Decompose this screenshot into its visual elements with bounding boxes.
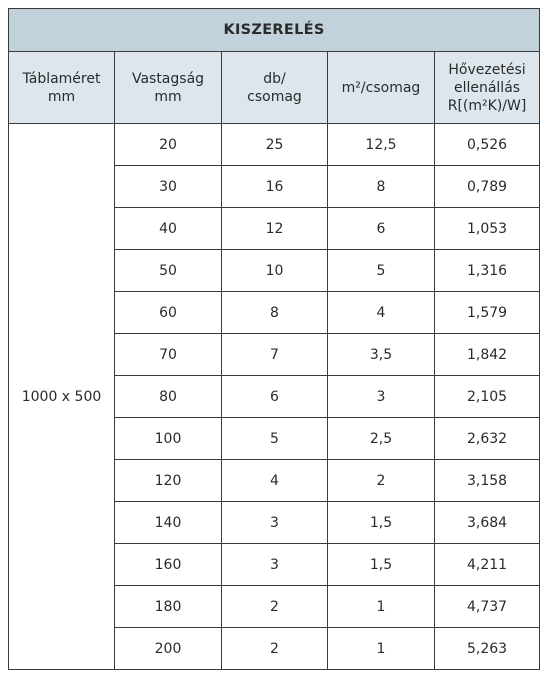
- area-per-pack-cell: 3: [328, 376, 435, 418]
- thickness-cell: 180: [115, 586, 222, 628]
- pieces-per-pack-cell: 12: [222, 208, 328, 250]
- header-thermal-resistance-line: ellenállás: [453, 79, 521, 96]
- area-per-pack-cell: 4: [328, 292, 435, 334]
- thermal-resistance-cell: 3,684: [435, 502, 540, 544]
- packaging-table: [8, 8, 540, 670]
- area-per-pack-cell: 1: [328, 586, 435, 628]
- header-thermal-resistance: [435, 52, 540, 124]
- header-table-size: [9, 52, 115, 124]
- area-per-pack-cell: 1,5: [328, 544, 435, 586]
- header-thermal-resistance-line: Hővezetési: [448, 61, 526, 78]
- pieces-per-pack-cell: 2: [222, 628, 328, 670]
- header-table-size-line: Táblaméret: [22, 70, 101, 87]
- header-thermal-resistance-line: R[(m²K)/W]: [447, 97, 527, 114]
- area-per-pack-cell: 12,5: [328, 124, 435, 166]
- pieces-per-pack-cell: 5: [222, 418, 328, 460]
- thermal-resistance-cell: 4,737: [435, 586, 540, 628]
- header-area-per-pack-line: m²/csomag: [341, 79, 421, 96]
- pieces-per-pack-cell: 3: [222, 502, 328, 544]
- thermal-resistance-cell: 1,842: [435, 334, 540, 376]
- thickness-cell: 30: [115, 166, 222, 208]
- thickness-cell: 100: [115, 418, 222, 460]
- area-per-pack-cell: 6: [328, 208, 435, 250]
- thermal-resistance-cell: 0,526: [435, 124, 540, 166]
- pieces-per-pack-cell: 8: [222, 292, 328, 334]
- header-area-per-pack: [328, 52, 435, 124]
- thickness-cell: 70: [115, 334, 222, 376]
- header-table-size-line: mm: [47, 88, 76, 105]
- thermal-resistance-cell: 3,158: [435, 460, 540, 502]
- pieces-per-pack-cell: 10: [222, 250, 328, 292]
- thickness-cell: 200: [115, 628, 222, 670]
- pieces-per-pack-cell: 2: [222, 586, 328, 628]
- column-header-row: [9, 52, 540, 124]
- thermal-resistance-cell: 0,789: [435, 166, 540, 208]
- thermal-resistance-cell: 2,105: [435, 376, 540, 418]
- header-thickness-line: mm: [154, 88, 182, 105]
- table-row: [9, 124, 540, 166]
- header-pieces-per-pack-line: csomag: [247, 88, 302, 105]
- pieces-per-pack-cell: 3: [222, 544, 328, 586]
- pieces-per-pack-cell: 6: [222, 376, 328, 418]
- table-title: KISZERELÉS: [9, 9, 540, 52]
- pieces-per-pack-cell: 25: [222, 124, 328, 166]
- thickness-cell: 80: [115, 376, 222, 418]
- thickness-cell: 160: [115, 544, 222, 586]
- header-thickness: [115, 52, 222, 124]
- thickness-cell: 50: [115, 250, 222, 292]
- area-per-pack-cell: 1: [328, 628, 435, 670]
- thermal-resistance-cell: 2,632: [435, 418, 540, 460]
- area-per-pack-cell: 1,5: [328, 502, 435, 544]
- thickness-cell: 20: [115, 124, 222, 166]
- thickness-cell: 60: [115, 292, 222, 334]
- thermal-resistance-cell: 1,579: [435, 292, 540, 334]
- thickness-cell: 140: [115, 502, 222, 544]
- thickness-cell: 40: [115, 208, 222, 250]
- thermal-resistance-cell: 1,316: [435, 250, 540, 292]
- table-size-cell: 1000 x 500: [9, 124, 115, 670]
- pieces-per-pack-cell: 4: [222, 460, 328, 502]
- thermal-resistance-cell: 1,053: [435, 208, 540, 250]
- thermal-resistance-cell: 5,263: [435, 628, 540, 670]
- area-per-pack-cell: 2,5: [328, 418, 435, 460]
- table-body: [9, 124, 540, 670]
- area-per-pack-cell: 8: [328, 166, 435, 208]
- packaging-table-container: [8, 8, 539, 670]
- pieces-per-pack-cell: 16: [222, 166, 328, 208]
- header-pieces-per-pack-line: db/: [263, 70, 286, 87]
- thermal-resistance-cell: 4,211: [435, 544, 540, 586]
- pieces-per-pack-cell: 7: [222, 334, 328, 376]
- header-thickness-line: Vastagság: [131, 70, 205, 87]
- header-pieces-per-pack: [222, 52, 328, 124]
- area-per-pack-cell: 5: [328, 250, 435, 292]
- area-per-pack-cell: 3,5: [328, 334, 435, 376]
- thickness-cell: 120: [115, 460, 222, 502]
- area-per-pack-cell: 2: [328, 460, 435, 502]
